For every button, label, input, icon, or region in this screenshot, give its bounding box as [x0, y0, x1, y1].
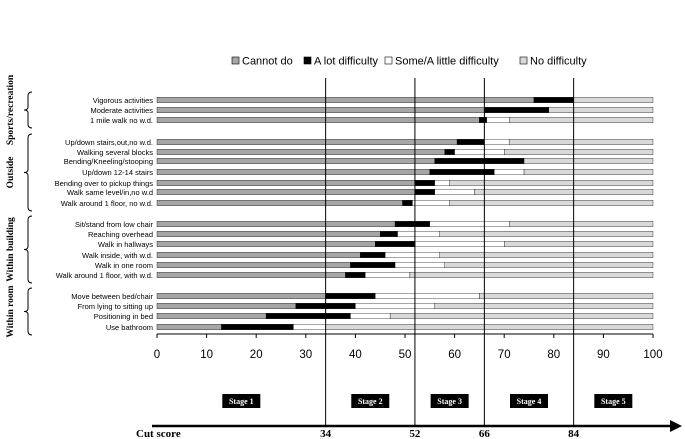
bar-segment	[266, 313, 350, 319]
bar-segment	[157, 324, 221, 330]
legend-label-0: Cannot do	[242, 55, 293, 68]
bar-segment	[157, 303, 296, 309]
bar-segment	[293, 324, 325, 330]
bar-segment	[494, 169, 524, 175]
bar-segment	[435, 189, 475, 195]
bar-segment	[474, 189, 653, 195]
bar-segment	[487, 117, 509, 123]
cut-score-value: 52	[409, 428, 421, 439]
bar-segment	[326, 324, 653, 330]
group-brace	[24, 288, 32, 335]
bar-segment	[157, 231, 380, 237]
category-label: Vigorous activities	[92, 95, 153, 105]
bar-segment	[574, 97, 653, 103]
legend-swatch-3	[520, 57, 527, 64]
bar-segment	[157, 169, 430, 175]
bar-segment	[440, 231, 653, 237]
bar-segment	[157, 180, 415, 186]
bar-segment	[157, 139, 457, 145]
category-label: Walk in hallways	[97, 239, 153, 249]
bar-segment	[157, 241, 375, 247]
bar-segment	[360, 252, 385, 258]
bar-segment	[479, 117, 486, 123]
category-label: Walk in one room	[94, 260, 153, 270]
stage-boxes	[222, 394, 632, 408]
category-label: Walking several blocks	[77, 147, 153, 157]
bar-segment	[534, 97, 574, 103]
group-label: Outside	[6, 156, 16, 189]
category-label: Walk inside, with w.d.	[82, 250, 153, 260]
group-labels	[6, 74, 32, 337]
bar-segment	[385, 252, 440, 258]
stage-label: Stage 1	[228, 397, 254, 406]
x-tick-label: 70	[497, 349, 511, 361]
bar-segment	[415, 241, 504, 247]
bar-segment	[435, 158, 524, 164]
x-tick-label: 80	[547, 349, 561, 361]
legend-swatch-1	[304, 57, 311, 64]
bar-segment	[365, 272, 410, 278]
category-label: Use bathroom	[105, 322, 153, 332]
category-label: Sit/stand from low chair	[75, 219, 153, 229]
bar-segment	[375, 241, 415, 247]
category-label: Up/down 12-14 stairs	[82, 167, 153, 177]
bar-segment	[509, 221, 653, 227]
x-tick-label: 10	[200, 349, 213, 361]
bar-segment	[524, 158, 653, 164]
bar-segment	[157, 149, 445, 155]
x-tick-label: 30	[299, 349, 313, 361]
category-label: 1 mile walk no w.d.	[90, 115, 153, 125]
bar-segment	[221, 324, 293, 330]
bar-segment	[479, 293, 653, 299]
bar-segment	[509, 117, 653, 123]
cut-score-arrowhead	[670, 420, 682, 432]
bar-segment	[450, 200, 653, 206]
x-tick-label: 40	[349, 349, 362, 361]
bar-segment	[345, 272, 365, 278]
legend-label-3: No difficulty	[530, 55, 587, 68]
group-brace	[24, 216, 32, 283]
bar-segment	[484, 139, 509, 145]
cut-score-value: 66	[478, 428, 490, 439]
category-labels	[55, 96, 154, 332]
x-tick-label: 50	[398, 349, 412, 361]
bar-segment	[395, 221, 430, 227]
legend-label-1: A lot difficulty	[314, 55, 378, 68]
bar-segment	[415, 189, 435, 195]
legend-swatch-2	[385, 57, 392, 64]
cut-score-value: 34	[320, 428, 332, 439]
stage-label: Stage 4	[516, 397, 542, 406]
group-label: Sports/recreation	[6, 74, 16, 146]
legend-swatch-0	[232, 57, 239, 64]
category-label: Reaching overhead	[87, 229, 153, 239]
x-tick-label: 100	[643, 349, 663, 361]
bar-segment	[430, 221, 509, 227]
group-brace	[24, 92, 32, 128]
category-label: Move between bed/chair	[71, 291, 153, 301]
bar-segment	[450, 180, 653, 186]
stage-label: Stage 3	[437, 397, 462, 406]
bar-segment	[157, 117, 479, 123]
bar-segment	[157, 272, 345, 278]
category-label: Walk same level/in,no w.d	[66, 187, 153, 197]
bar-segment	[157, 313, 266, 319]
group-label: Within building	[6, 217, 16, 282]
bars-layer	[157, 78, 653, 426]
bar-segment	[157, 158, 435, 164]
cut-score-value: 84	[568, 428, 580, 439]
bar-segment	[445, 262, 653, 268]
x-axis	[154, 334, 663, 361]
category-label: Bending/Kneeling/stooping	[63, 156, 153, 166]
bar-segment	[504, 149, 653, 155]
bar-segment	[440, 252, 653, 258]
category-label: Moderate activities	[90, 105, 153, 115]
category-label: Walk around 1 floor, with w.d.	[55, 270, 153, 280]
bar-segment	[509, 139, 653, 145]
stage-label: Stage 5	[600, 397, 626, 406]
bar-segment	[412, 200, 449, 206]
bar-segment	[375, 293, 479, 299]
category-label: Walk around 1 floor, no w.d.	[60, 198, 153, 208]
x-tick-label: 20	[249, 349, 263, 361]
cut-score-axis	[136, 420, 682, 439]
bar-segment	[157, 293, 326, 299]
bar-segment	[355, 303, 434, 309]
bar-segment	[398, 231, 440, 237]
bar-segment	[395, 262, 445, 268]
bar-segment	[403, 200, 413, 206]
bar-segment	[350, 313, 390, 319]
bar-segment	[415, 180, 435, 186]
bar-segment	[457, 139, 484, 145]
stage-label: Stage 2	[357, 397, 383, 406]
x-tick-label: 0	[153, 349, 161, 361]
bar-segment	[157, 221, 395, 227]
bar-segment	[326, 293, 376, 299]
bar-segment	[435, 303, 653, 309]
bar-segment	[157, 107, 484, 113]
bar-segment	[157, 189, 415, 195]
category-label: Positioning in bed	[93, 311, 153, 321]
bar-segment	[410, 272, 653, 278]
bar-segment	[549, 107, 653, 113]
bar-segment	[504, 241, 653, 247]
bar-segment	[390, 313, 653, 319]
legend	[232, 56, 587, 68]
bar-segment	[350, 262, 395, 268]
x-tick-label: 60	[448, 349, 461, 361]
bar-segment	[484, 107, 548, 113]
legend-label-2: Some/A little difficulty	[395, 55, 499, 68]
bar-segment	[524, 169, 653, 175]
bar-segment	[157, 200, 403, 206]
bar-segment	[157, 262, 350, 268]
category-label: Up/down stairs,out,no w.d.	[65, 137, 153, 147]
group-brace	[24, 134, 32, 211]
bar-segment	[445, 149, 455, 155]
bar-segment	[380, 231, 397, 237]
bar-segment	[455, 149, 505, 155]
group-label: Within room	[6, 285, 16, 338]
cut-score-label: Cut score	[136, 428, 181, 439]
bar-segment	[157, 252, 360, 258]
bar-segment	[157, 97, 534, 103]
bar-segment	[435, 180, 450, 186]
x-tick-label: 90	[597, 349, 610, 361]
category-label: Bending over to pickup things	[54, 178, 153, 188]
category-label: From lying to sitting up	[77, 301, 153, 311]
